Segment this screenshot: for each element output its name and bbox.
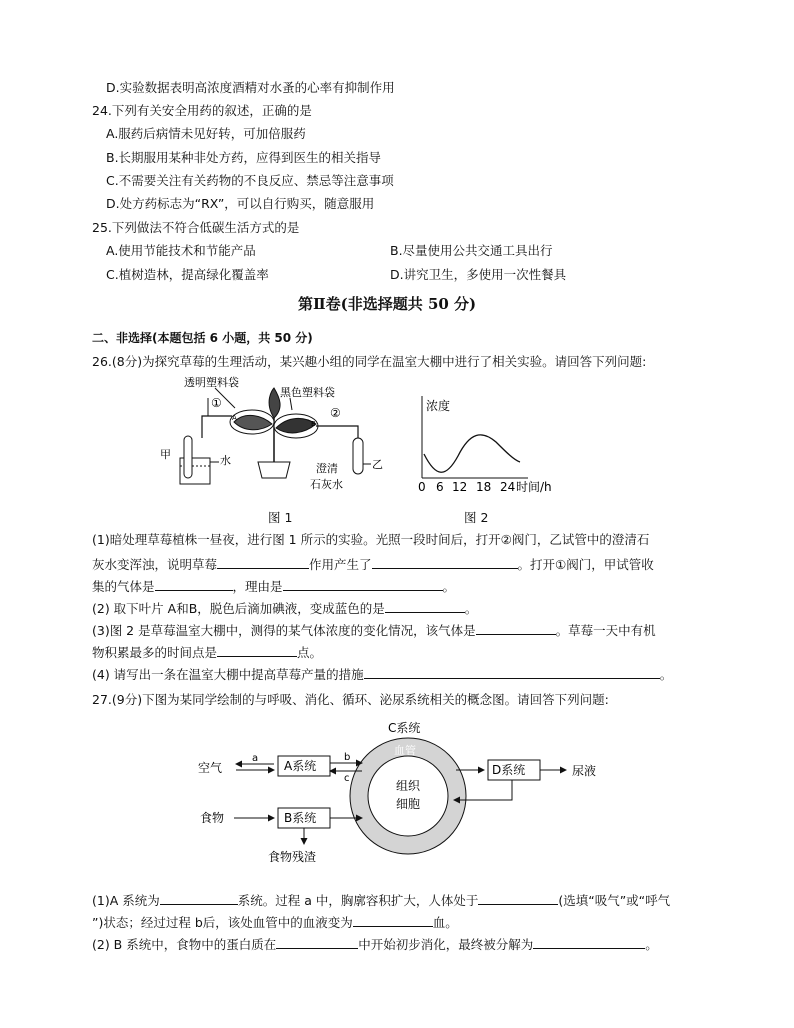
q25-option-d: D.讲究卫生，多使用一次性餐具 [390, 267, 567, 282]
section-title: 第Ⅱ卷(非选择题共 50 分) [298, 295, 477, 313]
answer-blank-a-system[interactable] [160, 892, 238, 905]
q26-4-text-a: (4) 请写出一条在温室大棚中提高草莓产量的措施 [92, 667, 364, 682]
figure-1-caption: 图 1 [268, 510, 293, 525]
answer-blank-breath-state[interactable] [478, 892, 558, 905]
q27-2-text-a: (2) B 系统中，食物中的蛋白质在 [92, 937, 277, 952]
black-bag-label: 黑色塑料袋 [280, 386, 335, 399]
urine-label: 尿液 [572, 764, 597, 778]
left-pipe [202, 416, 232, 438]
tissue-label-1: 组织 [396, 779, 421, 793]
q25-option-c: C.植树造林，提高绿化覆盖率 [106, 267, 269, 282]
answer-blank-reason[interactable] [283, 578, 443, 591]
limewater-label-2: 石灰水 [310, 478, 343, 491]
q24-stem: 24.下列有关安全用药的叙述，正确的是 [92, 103, 312, 118]
q25-option-a: A.使用节能技术和节能产品 [106, 243, 256, 258]
q23-option-d: D.实验数据表明高浓度酒精对水蚤的心率有抑制作用 [106, 80, 395, 95]
valve-1-label: ① [211, 396, 222, 410]
concept-map [190, 718, 630, 868]
answer-blank-organ[interactable] [276, 936, 358, 949]
answer-blank-blood-type[interactable] [353, 914, 433, 927]
tick-0: 0 [418, 480, 426, 494]
leaf-b-label: B [311, 420, 316, 428]
answer-blank-process[interactable] [217, 556, 309, 569]
food-label: 食物 [200, 811, 225, 825]
q26-1-text-d: 集的气体是 [92, 579, 155, 594]
q27-1-text-c: (选填“吸气”或“呼气 [558, 893, 671, 908]
tube-jia-label: 甲 [160, 448, 171, 461]
b-system-label: B系统 [284, 811, 317, 825]
q24-option-d: D.处方药标志为“RX”，可以自行购买，随意服用 [106, 196, 375, 211]
answer-blank-gas[interactable] [155, 578, 233, 591]
leaf-a-label: A [232, 414, 237, 422]
answer-blank-product-final[interactable] [533, 936, 645, 949]
process-b-label: b [344, 752, 351, 763]
q27-2-text-b: 中开始初步消化，最终被分解为 [358, 937, 534, 952]
q27-1-line-2 [92, 914, 458, 931]
answer-blank-gas-type[interactable] [476, 622, 556, 635]
answer-blank-measure[interactable] [364, 666, 660, 679]
q27-1-text-e: 血。 [432, 915, 458, 930]
q26-1-text-f: 。 [442, 579, 456, 594]
q24-option-c: C.不需要关注有关药物的不良反应、禁忌等注意事项 [106, 173, 394, 188]
q26-3-text-d: 点。 [297, 645, 323, 660]
figure-2-chart [410, 390, 570, 500]
q26-3-text-a: (3)图 2 是草莓温室大棚中，测得的某气体浓度的变化情况，该气体是 [92, 623, 476, 638]
q26-1-line-1: (1)暗处理草莓植株一昼夜，进行图 1 所示的实验。光照一段时间后，打开②阀门，乙试管中的澄清石 [92, 532, 650, 547]
c-system-label: C系统 [388, 721, 421, 735]
q26-1-line-2 [92, 556, 654, 573]
test-tube-jia [184, 436, 192, 478]
test-tube-yi [353, 438, 363, 474]
q26-1-text-c: 。打开①阀门，甲试管收 [517, 557, 654, 572]
concentration-curve [424, 435, 520, 472]
q26-3-line-2 [92, 644, 322, 661]
q26-3-text-c: 物积累最多的时间点是 [92, 645, 218, 660]
q26-2-line [92, 600, 477, 617]
tick-24: 24 [500, 480, 516, 494]
answer-blank-leaf[interactable] [385, 600, 465, 613]
clear-bag-label: 透明塑料袋 [184, 376, 239, 389]
right-pipe [316, 426, 358, 460]
vessel-label: 血管 [394, 744, 416, 757]
q27-1-text-a: (1)A 系统为 [92, 893, 160, 908]
q26-2-text-a: (2) 取下叶片 A和B，脱色后滴加碘液，变成蓝色的是 [92, 601, 385, 616]
x-axis-label: 时间/h [516, 480, 552, 494]
tick-18: 18 [476, 480, 492, 494]
q27-2-text-c: 。 [645, 937, 658, 952]
tissue-cell-core [368, 756, 448, 836]
water-label: 水 [220, 454, 231, 467]
part-two-heading: 二、非选择(本题包括 6 小题，共 50 分) [92, 331, 313, 345]
tick-6: 6 [436, 480, 444, 494]
q26-1-line-3 [92, 578, 455, 595]
q26-4-line [92, 666, 672, 683]
figure-2-caption: 图 2 [464, 510, 489, 525]
limewater-label-1: 澄清 [316, 462, 338, 475]
process-c-label: c [344, 773, 350, 784]
valve-2-label: ② [330, 406, 341, 420]
q26-1-text-b: 作用产生了 [309, 557, 372, 572]
flower-pot [258, 462, 290, 478]
q26-4-text-b: 。 [659, 667, 673, 682]
q26-1-text-e: ，理由是 [232, 579, 283, 594]
q27-1-text-b: 系统。过程 a 中，胸廓容积扩大，人体处于 [237, 893, 479, 908]
figure-1-apparatus [140, 376, 400, 502]
answer-blank-time[interactable] [217, 644, 297, 657]
tube-yi-label: 乙 [372, 458, 383, 471]
q24-option-a: A.服药后病情未见好转，可加倍服药 [106, 126, 306, 141]
tissue-label-2: 细胞 [396, 797, 421, 811]
q24-option-b: B.长期服用某种非处方药，应得到医生的相关指导 [106, 150, 382, 165]
d-system-label: D系统 [492, 763, 526, 777]
q26-3-line-1 [92, 622, 656, 639]
q27-2-line [92, 936, 658, 953]
q26-3-text-b: 。草莓一天中有机 [555, 623, 656, 638]
process-a-label: a [252, 753, 259, 764]
q25-stem: 25.下列做法不符合低碳生活方式的是 [92, 220, 300, 235]
q26-2-text-b: 。 [464, 601, 478, 616]
a-system-label: A系统 [284, 759, 317, 773]
residue-label: 食物残渣 [268, 850, 317, 864]
black-bag-pointer [290, 398, 292, 410]
answer-blank-product[interactable] [372, 556, 518, 569]
q27-1-text-d: ”)状态；经过过程 b后，该处血管中的血液变为 [92, 915, 353, 930]
q26-stem: 26.(8分)为探究草莓的生理活动，某兴趣小组的同学在温室大棚中进行了相关实验。请回答下列问题: [92, 354, 647, 369]
q27-1-line-1 [92, 892, 670, 909]
q27-stem: 27.(9分)下图为某同学绘制的与呼吸、消化、循环、泌尿系统相关的概念图。请回答下列问题: [92, 692, 609, 707]
tick-12: 12 [452, 480, 468, 494]
q25-option-b: B.尽量使用公共交通工具出行 [390, 243, 553, 258]
top-leaf [269, 388, 280, 418]
q26-1-text-a: 灰水变浑浊，说明草莓 [92, 557, 218, 572]
y-axis-label: 浓度 [426, 399, 451, 413]
air-label: 空气 [198, 761, 223, 775]
